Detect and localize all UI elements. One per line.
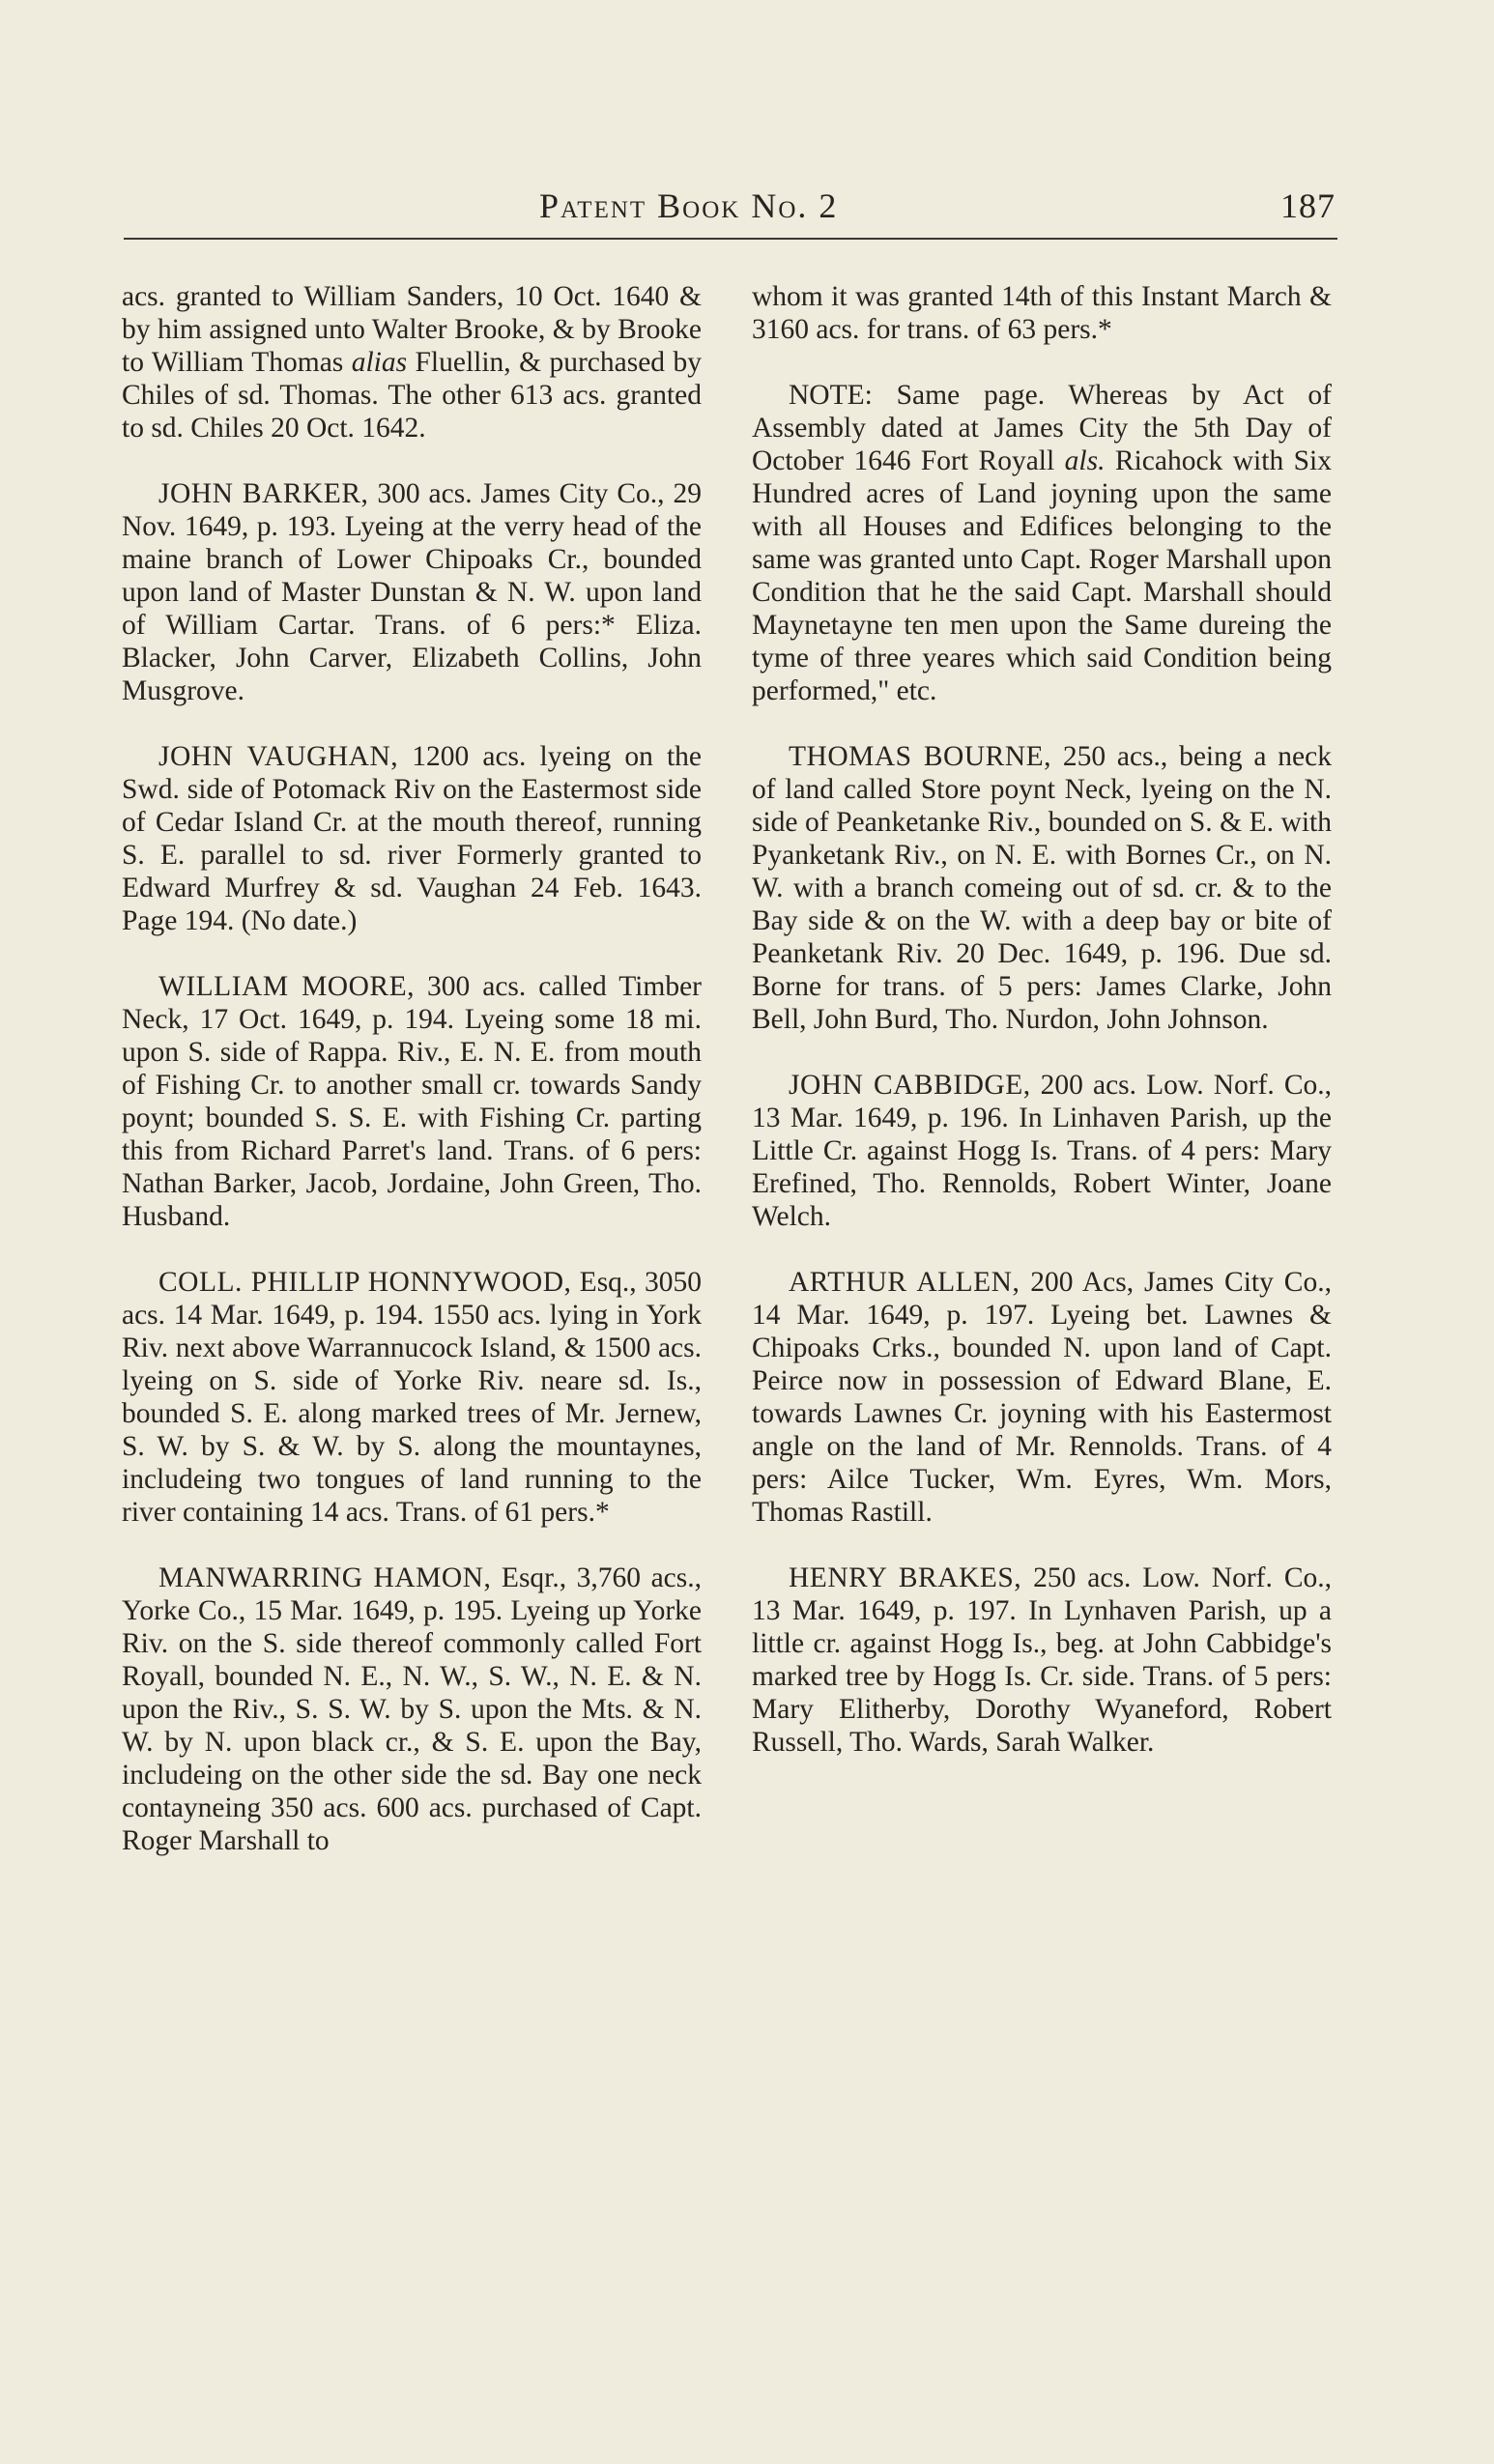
entry-name: ARTHUR ALLEN, [789,1267,1020,1298]
entry-text: 200 acs. Low. Norf. Co., 13 Mar. 1649, p. 196. In Linhaven Parish, up the Little Cr. against Hogg Is. Trans. of 4 pers: Mary Erefined, Tho. Rennolds, Robert Winter, Joane Welch. [752,1070,1333,1232]
header-rule [124,238,1337,240]
entry-text: Esq., 3050 acs. 14 Mar. 1649, p. 194. 1550 acs. lying in York Riv. next above Warrannucock Island, & 1500 acs. lyeing on S. side of Yorke Riv. neare sd. Is., bounded S. E. along marked trees of Mr. Jernew, S. W. by S. & W. by S. along the mountaynes, includeing two tongues of land running to the river containing 14 acs. Trans. of 61 pers.* [122,1267,702,1528]
entry-text: 1200 acs. lyeing on the Swd. side of Potomack Riv on the Eastermost side of Cedar Island Cr. at the mouth thereof, running S. E. parallel to sd. river Formerly granted to Edward Murfrey & sd. Vaughan 24 Feb. 1643. Page 194. (No date.) [122,741,702,936]
entry-name: JOHN VAUGHAN, [158,741,399,772]
italic-als: als. [1064,445,1106,476]
note-text-continued: Ricahock with Six Hundred acres of Land joyning upon the same with all Houses and Edifices belonging to the same was granted unto Capt. Roger Marshall upon Condition that he the said Capt. Marshall should Maynetayne ten men upon the Same dureing the tyme of three yeares which said Condition being performed," etc. [752,445,1332,706]
entry-name: MANWARRING HAMON, [158,1562,492,1593]
entry-text: 200 Acs, James City Co., 14 Mar. 1649, p. 197. Lyeing bet. Lawnes & Chipoaks Crks., bounded N. upon land of Capt. Peirce now in possession of Edward Blane, E. towards Lawnes Cr. joyning with his Eastermost angle on the land of Mr. Rennolds. Trans. of 4 pers: Ailce Tucker, Wm. Eyres, Wm. Mors, Thomas Rastill. [752,1267,1332,1528]
entry-name: WILLIAM MOORE, [158,971,415,1002]
entry-text: 300 acs. James City Co., 29 Nov. 1649, p. 193. Lyeing at the verry head of the maine branch of Lower Chipoaks Cr., bounded upon land of Master Dunstan & N. W. upon land of William Cartar. Trans. of 6 pers:* Eliza. Blacker, John Carver, Elizabeth Collins, John Musgrove. [122,478,702,706]
note-lead: NOTE: [789,380,873,411]
continued-entry-text: whom it was granted 14th of this Instant March & 3160 acs. for trans. of 63 pers.* [752,281,1332,345]
entry-text: Esqr., 3,760 acs., Yorke Co., 15 Mar. 1649, p. 195. Lyeing up Yorke Riv. on the S. side thereof commonly called Fort Royall, bounded N. E., N. W., S. W., N. E. & N. upon the Riv., S. S. W. by S. upon the Mts. & N. W. by N. upon black cr., & S. E. upon the Bay, includeing on the other side the sd. Bay one neck contayneing 350 acs. 600 acs. purchased of Capt. Roger Marshall to [122,1562,702,1856]
left-column [122,280,702,1890]
patent-entry [752,1069,1332,1233]
note-text: Same page. Whereas by Act of Assembly dated at James City the 5th Day of October 1646 Fort Royall [752,380,1332,476]
page-header [124,184,1337,234]
continued-entry-text: acs. granted to William Sanders, 10 Oct. 1640 & by him assigned unto Walter Brooke, & by Brooke to William Thomas alias Fluellin, & purchased by Chiles of sd. Thomas. The other 613 acs. granted to sd. Chiles 20 Oct. 1642. [122,281,702,444]
patent-entry [122,1561,702,1857]
patent-entry [122,740,702,937]
patent-entry [752,1561,1332,1759]
entry-name: HENRY BRAKES, [789,1562,1022,1593]
italic-alias: alias [351,347,408,378]
patent-entry [752,740,1332,1036]
note-paragraph [752,379,1332,707]
entry-name: JOHN BARKER, [158,478,369,509]
entry-name: THOMAS BOURNE, [789,741,1052,772]
entry-text: 300 acs. called Timber Neck, 17 Oct. 1649, p. 194. Lyeing some 18 mi. upon S. side of Rappa. Riv., E. N. E. from mouth of Fishing Cr. to another small cr. towards Sandy poynt; bounded S. S. E. with Fishing Cr. parting this from Richard Parret's land. Trans. of 6 pers: Nathan Barker, Jacob, Jordaine, John Green, Tho. Husband. [122,971,702,1232]
patent-entry [122,477,702,707]
patent-entry [122,970,702,1233]
entry-name: JOHN CABBIDGE, [789,1070,1031,1101]
entry-name: COLL. PHILLIP HONNYWOOD, [158,1267,572,1298]
patent-entry [752,1266,1332,1529]
right-column [752,280,1332,1791]
entry-text: 250 acs. Low. Norf. Co., 13 Mar. 1649, p. 197. In Lynhaven Parish, up a little cr. against Hogg Is., beg. at John Cabbidge's marked tree by Hogg Is. Cr. side. Trans. of 5 pers: Mary Elitherby, Dorothy Wyaneford, Robert Russell, Tho. Wards, Sarah Walker. [752,1562,1332,1758]
running-title: Patent Book No. 2 [539,186,839,225]
entry-text: 250 acs., being a neck of land called Store poynt Neck, lyeing on the N. side of Peanketanke Riv., bounded on S. & E. with Pyanketank Riv., on N. E. with Bornes Cr., on N. W. with a branch comeing out of sd. cr. & to the Bay side & on the W. with a deep bay or bite of Peanketank Riv. 20 Dec. 1649, p. 196. Due sd. Borne for trans. of 5 pers: James Clarke, John Bell, John Burd, Tho. Nurdon, John Johnson. [752,741,1332,1035]
patent-entry [122,1266,702,1529]
page-number: 187 [1280,186,1336,225]
